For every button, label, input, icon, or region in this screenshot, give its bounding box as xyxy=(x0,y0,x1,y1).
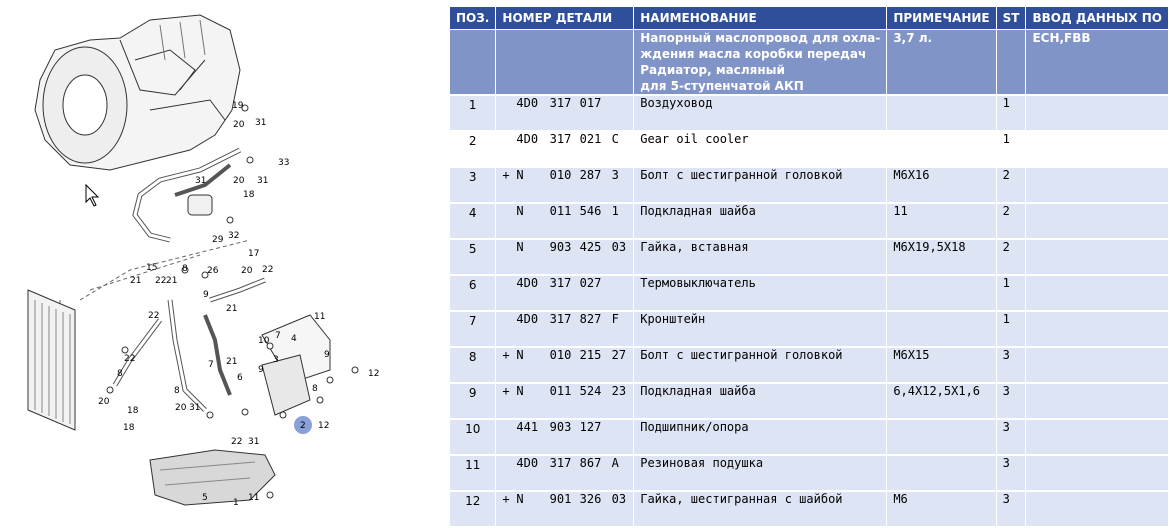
callout-label[interactable]: 8 xyxy=(312,384,318,394)
row-st: 2 xyxy=(996,167,1026,203)
callout-label[interactable]: 17 xyxy=(248,249,260,259)
table-row[interactable] xyxy=(450,455,1169,491)
row-input xyxy=(1026,383,1169,419)
callout-label[interactable]: 18 xyxy=(243,190,255,200)
row-part-number: + N 901 326 03 xyxy=(496,491,634,527)
row-note xyxy=(887,275,996,311)
row-note xyxy=(887,95,996,131)
row-input xyxy=(1026,311,1169,347)
callout-label[interactable]: 7 xyxy=(208,360,214,370)
callout-label[interactable]: 12 xyxy=(368,369,380,379)
table-header-row xyxy=(450,7,1169,30)
table-row[interactable] xyxy=(450,383,1169,419)
row-note: 11 xyxy=(887,203,996,239)
row-note: M6X15 xyxy=(887,347,996,383)
callout-label[interactable]: 20 xyxy=(98,397,110,407)
row-input xyxy=(1026,491,1169,527)
oil-line-upper xyxy=(135,150,240,240)
row-st: 3 xyxy=(996,383,1026,419)
callout-label[interactable]: 3 xyxy=(273,355,279,365)
row-note: 6,4X12,5X1,6 xyxy=(887,383,996,419)
callout-label[interactable]: 19 xyxy=(232,101,244,111)
callout-label[interactable]: 20 xyxy=(233,120,245,130)
row-note: M6X19,5X18 xyxy=(887,239,996,275)
table-row[interactable] xyxy=(450,311,1169,347)
row-part-number: 441 903 127 xyxy=(496,419,634,455)
row-name: Термовыключатель xyxy=(634,275,887,311)
group-note-input: ECH,FBB xyxy=(1026,30,1169,96)
row-name: Болт с шестигранной головкой xyxy=(634,347,887,383)
callout-label[interactable]: 4 xyxy=(291,334,297,344)
row-note xyxy=(887,455,996,491)
row-st: 1 xyxy=(996,311,1026,347)
row-part-number: N 011 546 1 xyxy=(496,203,634,239)
table-row[interactable] xyxy=(450,275,1169,311)
callout-label[interactable]: 12 xyxy=(318,421,330,431)
row-st: 2 xyxy=(996,239,1026,275)
row-pos: 1 xyxy=(450,95,496,131)
table-row[interactable] xyxy=(450,95,1169,131)
line-clamp xyxy=(188,195,212,215)
callout-label[interactable]: 9 xyxy=(258,365,264,375)
row-st: 1 xyxy=(996,131,1026,167)
row-pos: 3 xyxy=(450,167,496,203)
group-note-row xyxy=(450,30,1169,96)
callout-label[interactable]: 2 xyxy=(300,421,306,431)
header-input[interactable]: ВВОД ДАННЫХ ПО xyxy=(1026,7,1169,30)
row-name: Гайка, шестигранная с шайбой xyxy=(634,491,887,527)
row-part-number: + N 010 215 27 xyxy=(496,347,634,383)
row-name: Подшипник/опора xyxy=(634,419,887,455)
row-input xyxy=(1026,167,1169,203)
callout-label[interactable]: 31 xyxy=(257,176,269,186)
row-input xyxy=(1026,275,1169,311)
table-row[interactable] xyxy=(450,239,1169,275)
row-note xyxy=(887,311,996,347)
header-note[interactable]: ПРИМЕЧАНИЕ xyxy=(887,7,996,30)
row-part-number: N 903 425 03 xyxy=(496,239,634,275)
callout-label[interactable]: 26 xyxy=(207,266,219,276)
row-pos: 9 xyxy=(450,383,496,419)
row-note: M6 xyxy=(887,491,996,527)
callout-label[interactable]: 22 xyxy=(148,311,160,321)
callout-label[interactable]: 15 xyxy=(146,263,158,273)
row-st: 1 xyxy=(996,95,1026,131)
row-name: Подкладная шайба xyxy=(634,383,887,419)
header-name[interactable]: НАИМЕНОВАНИЕ xyxy=(634,7,887,30)
table-row[interactable] xyxy=(450,347,1169,383)
row-input xyxy=(1026,347,1169,383)
row-st: 3 xyxy=(996,491,1026,527)
callout-label[interactable]: 9 xyxy=(324,350,330,360)
group-note-name: Напорный маслопровод для охла- ждения масла коробки передач Радиатор, масляный для 5-ступенчатой АКП xyxy=(634,30,887,96)
callout-label[interactable]: 5 xyxy=(202,493,208,503)
row-st: 1 xyxy=(996,275,1026,311)
callout-label[interactable]: 29 xyxy=(212,235,224,245)
row-pos: 2 xyxy=(450,131,496,167)
parts-table xyxy=(449,6,1169,528)
row-part-number: 4D0 317 867 A xyxy=(496,455,634,491)
table-row[interactable] xyxy=(450,419,1169,455)
callout-label[interactable]: 1 xyxy=(233,498,239,507)
callout-label[interactable]: 21 xyxy=(226,304,238,314)
callout-label[interactable]: 21 xyxy=(130,276,142,286)
row-input xyxy=(1026,419,1169,455)
callout-label[interactable]: 20 xyxy=(241,266,253,276)
row-st: 2 xyxy=(996,203,1026,239)
callout-label[interactable]: 18 xyxy=(123,423,135,433)
callout-label[interactable]: 6 xyxy=(237,373,243,383)
header-part-number[interactable]: НОМЕР ДЕТАЛИ xyxy=(496,7,634,30)
row-input xyxy=(1026,131,1169,167)
row-name: Гайка, вставная xyxy=(634,239,887,275)
callout-label[interactable]: 22 xyxy=(124,354,136,364)
header-pos[interactable]: ПОЗ. xyxy=(450,7,496,30)
callout-label[interactable]: 10 xyxy=(258,336,270,346)
callout-label[interactable]: 22 xyxy=(262,265,274,275)
row-name: Воздуховод xyxy=(634,95,887,131)
header-st[interactable]: ST xyxy=(996,7,1026,30)
row-pos: 7 xyxy=(450,311,496,347)
row-st: 3 xyxy=(996,347,1026,383)
table-row[interactable] xyxy=(450,167,1169,203)
callout-label[interactable]: 11 xyxy=(248,493,260,503)
callout-label[interactable]: 21 xyxy=(166,276,178,286)
row-name: Gear oil cooler xyxy=(634,131,887,167)
callout-label[interactable]: 31 xyxy=(255,118,267,128)
row-pos: 8 xyxy=(450,347,496,383)
row-pos: 5 xyxy=(450,239,496,275)
row-note xyxy=(887,419,996,455)
row-pos: 11 xyxy=(450,455,496,491)
callout-label[interactable]: 33 xyxy=(278,158,290,168)
parts-diagram xyxy=(0,0,440,507)
row-part-number: + N 011 524 23 xyxy=(496,383,634,419)
row-input xyxy=(1026,239,1169,275)
table-row[interactable] xyxy=(450,491,1169,527)
callout-label[interactable]: 11 xyxy=(314,312,326,322)
callout-label[interactable]: 8 xyxy=(174,386,180,396)
row-pos: 6 xyxy=(450,275,496,311)
callout-label[interactable]: 31 xyxy=(195,176,207,186)
row-name: Кронштейн xyxy=(634,311,887,347)
callout-label[interactable]: 20 xyxy=(233,176,245,186)
row-pos: 12 xyxy=(450,491,496,527)
callout-label[interactable]: 8 xyxy=(117,369,123,379)
row-note xyxy=(887,131,996,167)
row-pos: 10 xyxy=(450,419,496,455)
table-row[interactable] xyxy=(450,131,1169,167)
row-note: M6X16 xyxy=(887,167,996,203)
row-name: Подкладная шайба xyxy=(634,203,887,239)
group-note-remark: 3,7 л. xyxy=(887,30,996,96)
callout-label[interactable]: 21 xyxy=(226,357,238,367)
table-row[interactable] xyxy=(450,203,1169,239)
row-name: Болт с шестигранной головкой xyxy=(634,167,887,203)
row-input xyxy=(1026,95,1169,131)
row-st: 3 xyxy=(996,419,1026,455)
row-part-number: 4D0 317 017 xyxy=(496,95,634,131)
callout-label[interactable]: 8 xyxy=(182,264,188,274)
callout-label[interactable]: 9 xyxy=(203,290,209,300)
row-part-number: 4D0 317 827 F xyxy=(496,311,634,347)
row-part-number: + N 010 287 3 xyxy=(496,167,634,203)
callout-label[interactable]: 32 xyxy=(228,231,240,241)
callout-label[interactable]: 31 xyxy=(189,403,201,413)
callout-label[interactable]: 18 xyxy=(127,406,139,416)
row-input xyxy=(1026,455,1169,491)
mouse-cursor-icon xyxy=(86,185,98,206)
row-part-number: 4D0 317 021 C xyxy=(496,131,634,167)
row-st: 3 xyxy=(996,455,1026,491)
row-input xyxy=(1026,203,1169,239)
row-name: Резиновая подушка xyxy=(634,455,887,491)
row-part-number: 4D0 317 027 xyxy=(496,275,634,311)
callout-label[interactable]: 31 xyxy=(248,437,260,447)
callout-label[interactable]: 22 xyxy=(155,276,167,286)
row-pos: 4 xyxy=(450,203,496,239)
callout-label[interactable]: 7 xyxy=(275,331,281,341)
callout-label[interactable]: 22 xyxy=(231,437,243,447)
callout-label[interactable]: 20 xyxy=(175,403,187,413)
